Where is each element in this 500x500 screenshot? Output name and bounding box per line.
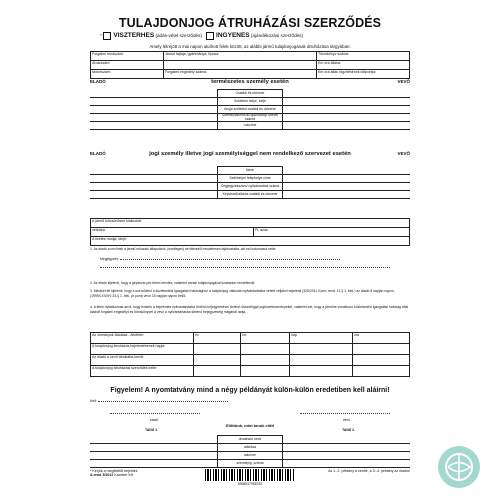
price-label: vételára [92,228,105,232]
seller-company-name[interactable] [90,167,218,175]
seller-address-field[interactable] [90,122,218,130]
price-words-field[interactable] [254,228,410,237]
watermark-logo-icon [438,446,480,488]
possession-day[interactable] [290,355,353,366]
checkbox-ingyenes[interactable] [206,32,214,40]
report-day[interactable] [290,344,353,355]
seller-company-seat[interactable] [90,175,218,183]
witness2-label: TANÚ 2. [342,428,355,433]
witness1-label: TANÚ 1. [145,428,158,433]
seller-name-field[interactable] [90,90,218,98]
w1-address[interactable] [90,452,218,460]
col-month[interactable]: hó [241,333,290,344]
seller-sign-line[interactable] [110,410,200,414]
w2-address[interactable] [283,452,411,460]
handover-report: A tulajdonjog átruházás bejelentésének napja: [91,344,194,355]
label-mother: Anyja születési családi és utóneve [218,106,283,114]
buyer-address-field[interactable] [283,122,411,130]
seller-id-field[interactable] [90,114,218,122]
possession-hour[interactable] [352,355,409,366]
section-legal-title: jogi személy illetve jogi személyiséggel nem rendelkező szervezet esetén [149,151,351,157]
buyer-birth-field[interactable] [283,98,411,106]
clause-2: 2. Az eladó kijelenti, hogy a gépkocsi per-teher-mentes, valamint annak tulajdonjogával szabadon rendelkezik. [90,281,256,285]
section-natural-person [90,79,410,87]
w2-name[interactable] [283,436,411,444]
label-company-name: Neve [218,167,283,175]
signature-area [90,398,410,434]
contract-type-options [100,32,418,42]
label-birth: Születési helye, ideje [218,98,283,106]
seller-birth-field[interactable] [90,98,218,106]
buyer-sign-label: vevő [342,417,350,422]
label-address: Lakcíme [218,122,283,130]
price-table [90,218,410,246]
remark-line-2[interactable] [100,264,390,268]
seller-company-reg[interactable] [90,183,218,191]
buyer-name-field[interactable] [283,90,411,98]
handover-table [90,332,410,377]
price-header: A jármű kölcsönösen kialkudott [91,219,410,228]
field-engine[interactable]: Motorszám: [91,70,164,79]
w-label-address: lakcíme [218,452,283,460]
clause-3: 3. Mindkét fél kijelenti, hogy a szerződést a közlekedési igazgatási hatósághoz a tulajdonjog változás nyilvántartásba vétele céljából bejelenti (326/2011 Korm. rend. 11.§ 1. bek.) az átadó 8 napján napon, (1999/LXXXIV 33.§ 1. bek. (b pont) vevő 15 napján napon belül. [90,289,395,298]
remark-label: Megjegyzés: [100,256,120,261]
w2-signature[interactable] [283,444,411,452]
intro-text: Amely létrejött a mai napon alulírott felek között, az alábbi jármű tulajdonjogának átruházása tárgyában: [149,44,351,49]
buyer-company-name[interactable] [283,167,411,175]
handover-contract-date: A tulajdonjog átruházási szerződés kelte: [91,366,194,377]
w-label-id: személyig. száma [218,460,283,468]
contract-day[interactable] [290,366,353,377]
possession-month[interactable] [241,355,290,366]
barcode-number: 5998937958782 [237,482,263,486]
field-odometer-date[interactable]: Km óra állás rögzítésének időpontja: [317,70,410,79]
remark-line[interactable] [120,256,340,260]
label-company-reg: Cégjegyzékszám/ nyilvántartási száma [218,183,283,191]
seller-label-2: ELADÓ [90,151,106,156]
publisher: Kamiker Kft. [114,473,134,477]
field-plate[interactable]: Forgalmi rendszám: [91,52,164,61]
report-hour[interactable] [352,344,409,355]
field-license[interactable]: Forgalmi engedély száma: [164,70,317,79]
clause-1-text: 1. Az eladó a vevőnek a jármű műszaki állapotáról, (esetleges) sérüléseiről részletesen tájékoztatta, aki ezt tudomásul vette. [90,247,277,251]
field-registration-book[interactable]: Törzskönyv száma: [317,52,410,61]
form-code: A.rend 3/2012 [90,473,114,477]
w-label-signature: aláírása [218,444,283,452]
contract-form [82,14,418,486]
footnote-marker: * [100,33,102,39]
buyer-representative[interactable] [283,191,411,199]
buyer-id-field[interactable] [283,114,411,122]
option-ingyenes-note: (ajándékozási szerződés) [250,33,304,39]
report-year[interactable] [194,344,241,355]
clause-1 [90,247,410,270]
warning-text: Figyelem! A nyomtatvány mind a négy példányát külön-külön eredetiben kell aláírni! [110,387,390,394]
witness-header: Előttünk, mint tanúk előtt [226,422,274,428]
label-representative: Képviselő/aláírás családi és utóneve [218,191,283,199]
section-natural-title: természetes személy esetén [211,79,289,85]
clause-4: 4. A felek nyilatkoznak arról, hogy ismerik a bejelentés nyilvántartásba történő bejegyzésével történő összefüggő jogkövetkezményeket, valamint azt, hogy a járműre vonatkozó közlekedési igazgatási hatóság által kiadott forgalmi engedélyt és törzskönyvet a vevő a nyilvántartásba történő bejegyzéséig magánál tartja. [90,305,409,314]
option-ingyenes-label: INGYENES [216,32,250,40]
natural-person-table [90,89,410,130]
buyer-mother-field[interactable] [283,106,411,114]
w1-signature[interactable] [90,444,218,452]
w2-id[interactable] [283,460,411,468]
seller-mother-field[interactable] [90,106,218,114]
payment-method-field[interactable]: A fizetés módja, ideje: [91,237,410,246]
copy-distribution-note: Az 1.-2. példány a vevőé, a 3.-4. példány az eladóé [328,469,410,473]
w-label-name: olvasható neve [218,436,283,444]
contract-year[interactable] [194,366,241,377]
seller-label: ELADÓ [90,79,106,84]
form-title: TULAJDONJOG ÁTRUHÁZÁSI SZERZŐDÉS [118,16,382,30]
price-words-label: Ft, azaz [255,228,268,232]
col-year[interactable]: év [194,333,241,344]
label-id: Személyazonosító igazolvány/ útlevél száma [218,114,283,122]
buyer-sign-line[interactable] [300,410,390,414]
legal-person-table [90,166,410,199]
w1-id[interactable] [90,460,218,468]
field-empty[interactable] [164,61,317,70]
buyer-company-seat[interactable] [283,175,411,183]
contract-hour[interactable] [352,366,409,377]
checkbox-viszterhes[interactable] [103,32,111,40]
option-viszterhes-note: (adás-vétel szerződés) [155,33,202,39]
option-viszterhes-label: VISZTERHES [113,32,155,40]
seller-sign-label: eladó [150,417,159,422]
handover-docs: Az okmányok átadása - átvétele: [91,333,194,344]
field-chassis[interactable]: Alvázszám: [91,61,164,70]
buyer-label: VEVŐ [397,79,410,84]
buyer-company-reg[interactable] [283,183,411,191]
section-legal-person [90,151,410,159]
vehicle-data-table [90,51,410,79]
seller-representative[interactable] [90,191,218,199]
field-odometer[interactable]: Km óra állása: [317,61,410,70]
handover-possession: Az eladó a vevő birtokába került: [91,355,194,366]
label-company-seat: Székhelye/ telephelye címe [218,175,283,183]
place-label: Kelt: [90,399,97,403]
report-month[interactable] [241,344,290,355]
field-vehicle-type[interactable]: Jármű fajtája, gyártmánya, típusa: [164,52,317,61]
witness-table [90,435,410,468]
place-line[interactable] [98,398,228,402]
col-day[interactable]: nap [290,333,353,344]
barcode [205,469,295,481]
label-name: Családi és utóneve [218,90,283,98]
contract-month[interactable] [241,366,290,377]
price-amount-field[interactable] [91,228,254,237]
w1-name[interactable] [90,436,218,444]
buyer-label-2: VEVŐ [397,151,410,156]
col-hour[interactable]: óra [352,333,409,344]
footnote: * Kérjük a megfelelőt bejelölni. [90,469,139,473]
possession-year[interactable] [194,355,241,366]
